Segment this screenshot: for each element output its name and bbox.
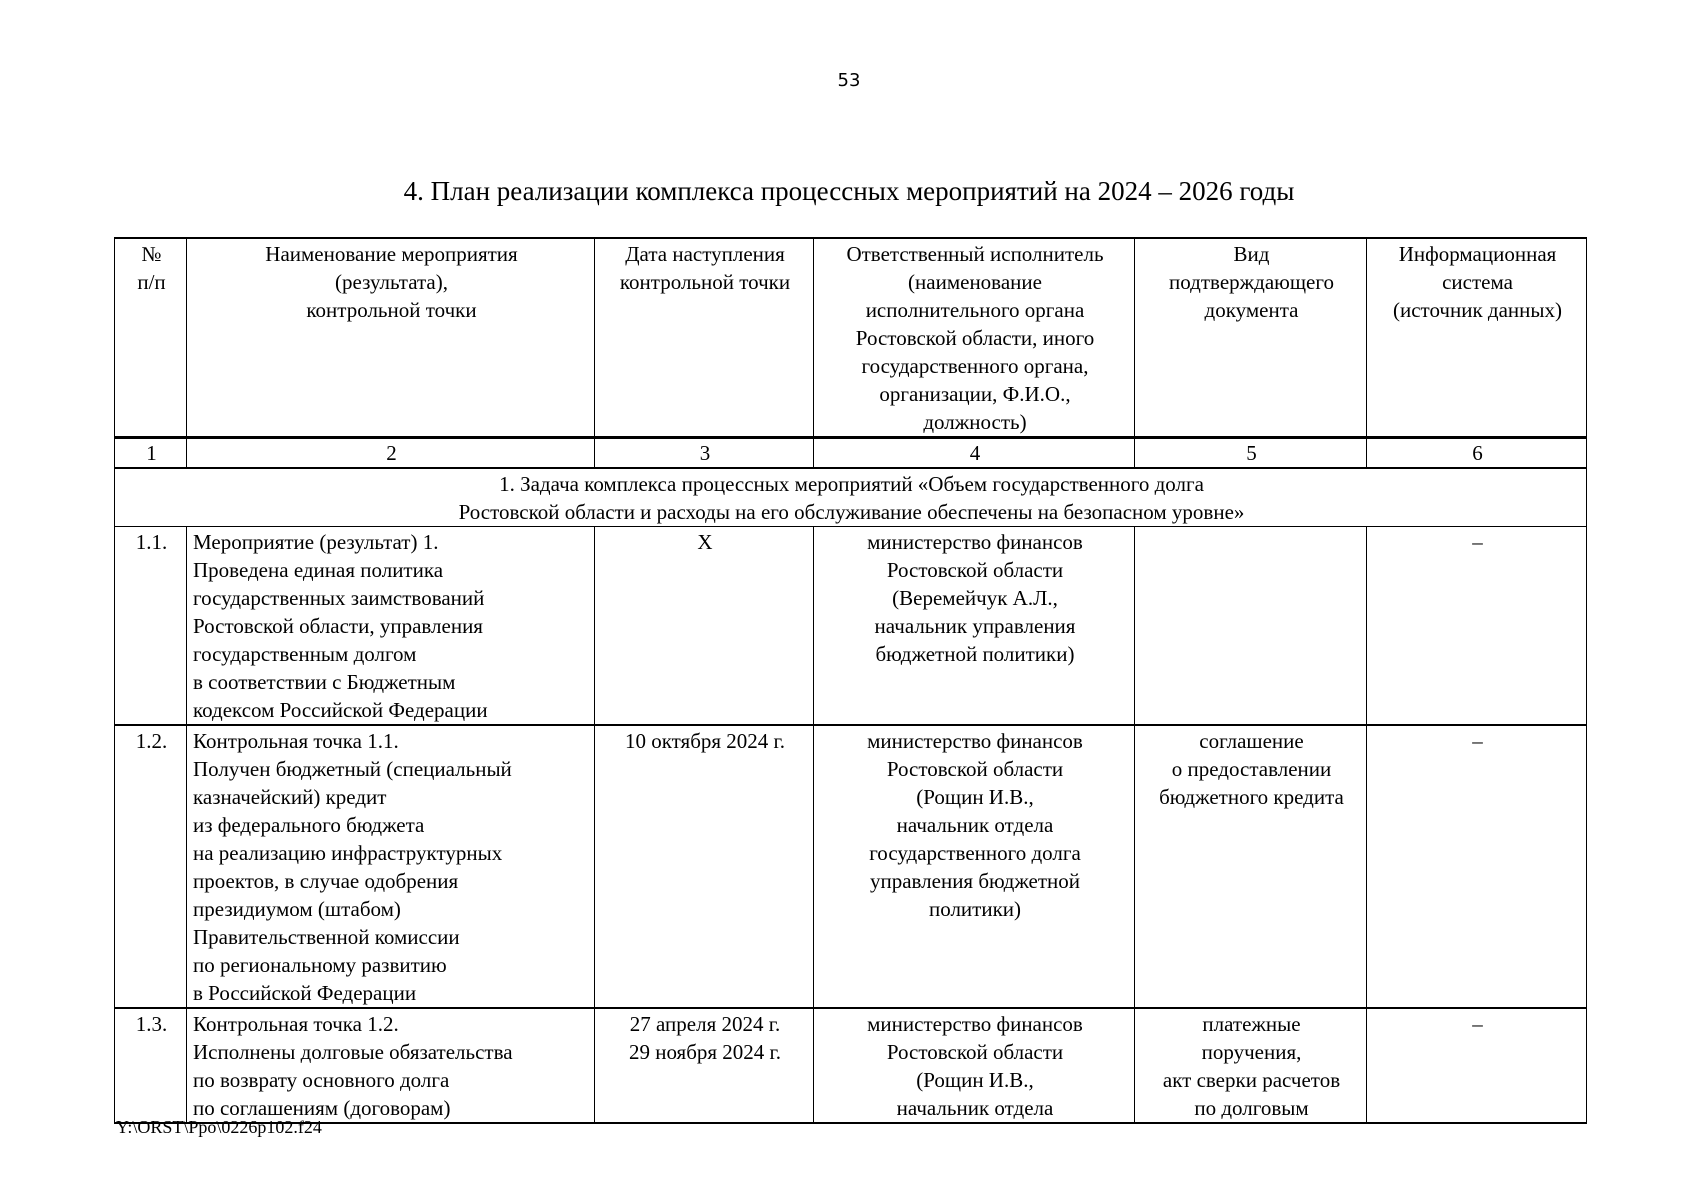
header-doc: Вид подтверждающего документа (1135, 238, 1367, 438)
table-row (115, 527, 1587, 726)
column-number: 6 (1367, 438, 1587, 469)
task-title: 1. Задача комплекса процессных мероприятий «Объем государственного долга Ростовской области и расходы на его обслуживание обеспечены на безопасном уровне» (115, 468, 1587, 527)
column-number-row (115, 438, 1587, 469)
row-executor: министерство финансов Ростовской области (Веремейчук А.Л., начальник управления бюджетной политики) (814, 527, 1135, 726)
header-system: Информационная система (источник данных) (1367, 238, 1587, 438)
row-system: – (1367, 725, 1587, 1008)
row-number: 1.2. (115, 725, 187, 1008)
file-path-footer: Y:\ORST\Ppo\0226p102.f24 (116, 1117, 322, 1137)
row-number: 1.3. (115, 1008, 187, 1123)
header-executor: Ответственный исполнитель (наименование исполнительного органа Ростовской области, иного государственного органа, организации, Ф.И.О., должность) (814, 238, 1135, 438)
section-title: 4. План реализации комплекса процессных мероприятий на 2024 – 2026 годы (403, 176, 1295, 206)
page-number: 53 (837, 70, 861, 91)
row-date: Х (595, 527, 814, 726)
header-name: Наименование мероприятия (результата), контрольной точки (187, 238, 595, 438)
plan-table (114, 237, 1587, 1124)
column-number: 4 (814, 438, 1135, 469)
column-number: 3 (595, 438, 814, 469)
row-document: платежные поручения, акт сверки расчетов по долговым (1135, 1008, 1367, 1123)
header-num: № п/п (115, 238, 187, 438)
row-number: 1.1. (115, 527, 187, 726)
task-row (115, 468, 1587, 527)
header-row (115, 238, 1587, 438)
row-name: Мероприятие (результат) 1. Проведена единая политика государственных заимствований Ростовской области, управления государственным долгом в соответствии с Бюджетным кодексом Российской Федерации (187, 527, 595, 726)
table-row (115, 725, 1587, 1008)
column-number: 2 (187, 438, 595, 469)
row-document (1135, 527, 1367, 726)
row-executor: министерство финансов Ростовской области (Рощин И.В., начальник отдела государственного долга управления бюджетной политики) (814, 725, 1135, 1008)
row-system: – (1367, 527, 1587, 726)
row-date: 27 апреля 2024 г. 29 ноября 2024 г. (595, 1008, 814, 1123)
row-name: Контрольная точка 1.2. Исполнены долговые обязательства по возврату основного долга по соглашениям (договорам) (187, 1008, 595, 1123)
row-executor: министерство финансов Ростовской области (Рощин И.В., начальник отдела (814, 1008, 1135, 1123)
row-document: соглашение о предоставлении бюджетного кредита (1135, 725, 1367, 1008)
table-row (115, 1008, 1587, 1123)
column-number: 5 (1135, 438, 1367, 469)
header-date: Дата наступления контрольной точки (595, 238, 814, 438)
row-date: 10 октября 2024 г. (595, 725, 814, 1008)
column-number: 1 (115, 438, 187, 469)
row-system: – (1367, 1008, 1587, 1123)
row-name: Контрольная точка 1.1. Получен бюджетный (специальный казначейский) кредит из федерального бюджета на реализацию инфраструктурных проектов, в случае одобрения президиумом (штабом) Правительственной комиссии по региональному развитию в Российской Федерации (187, 725, 595, 1008)
